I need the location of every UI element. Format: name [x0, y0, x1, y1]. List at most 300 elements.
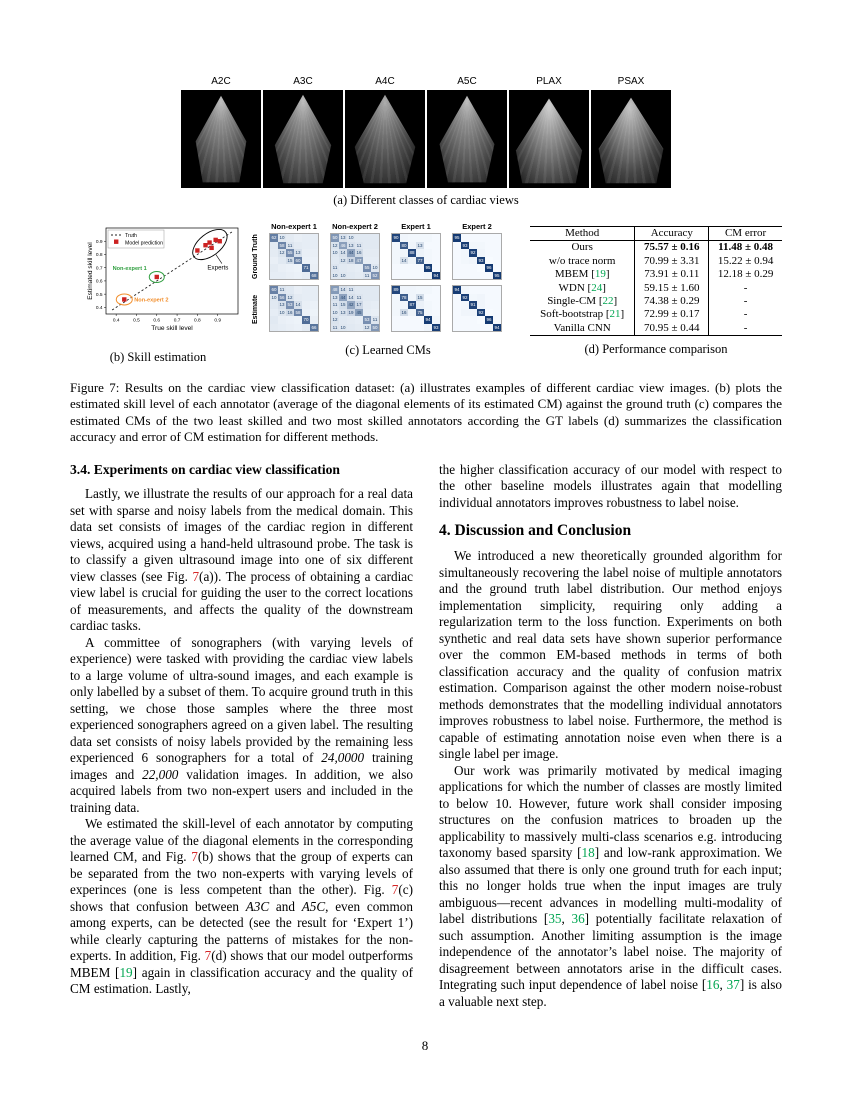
cm-annotator-column: [387, 222, 445, 280]
x-tick-label: 0.8: [194, 318, 201, 324]
confusion-matrix: [391, 285, 441, 332]
cm-cell: [371, 294, 379, 302]
legend-point-swatch: [114, 240, 118, 244]
cm-row-label: Ground Truth: [252, 234, 259, 280]
citation-link[interactable]: 21: [609, 308, 621, 321]
cm-cell: 96: [486, 265, 492, 271]
left-column: [70, 462, 413, 1011]
ultrasound-image: [345, 90, 425, 188]
subfigure-learned-cms: [252, 220, 524, 358]
cm-cell: [493, 264, 501, 272]
cm-cell: [416, 316, 424, 324]
subfigure-skill-estimation: [70, 220, 246, 365]
prediction-point-experts: [207, 240, 211, 244]
cm-cell: [477, 234, 485, 242]
cm-annotator-column: [448, 222, 506, 280]
cm-cell: [270, 324, 278, 332]
cm-cell: 10: [332, 272, 338, 278]
cm-error-cell: -: [709, 308, 782, 321]
subfigure-performance-table: [530, 220, 782, 357]
cm-cell: [477, 301, 485, 309]
cm-cell: 17: [356, 302, 362, 308]
cm-cell: [469, 272, 477, 280]
cm-cell: 75: [417, 309, 423, 315]
cm-cell: [424, 301, 432, 309]
table-row: [530, 295, 782, 308]
cm-cell: [392, 249, 400, 257]
cm-cell: 50: [372, 324, 378, 330]
cm-cell: [416, 234, 424, 242]
cm-cell: 62: [271, 235, 277, 241]
cm-cell: [278, 316, 286, 324]
cm-cell: 48: [332, 287, 338, 293]
cm-cell: [339, 264, 347, 272]
text-run: ] again in classification accuracy and the quality of CM estimation. Lastly,: [70, 964, 413, 997]
citation-link[interactable]: 22: [602, 295, 614, 308]
confusion-matrix: [391, 233, 441, 280]
prediction-point-experts: [203, 243, 207, 247]
cm-cell: 14: [295, 302, 301, 308]
accuracy-cell: 70.99 ± 3.31: [635, 255, 709, 268]
cm-cell: 13: [279, 302, 285, 308]
cm-error-cell: -: [709, 322, 782, 336]
method-cell: [530, 295, 635, 308]
cm-cell: 12: [332, 317, 338, 323]
text-run: Our work was primarily motivated by medical imaging applications for which the number of classes are mostly limited to below 10. However, future work shall consider imposing structures on the confusion matrices to broaden up the applicability to massively multi-class scenarios e.g. introducing taxonomy based sparsity [: [439, 762, 782, 861]
cm-cell: 47: [356, 257, 362, 263]
cm-cell: [286, 264, 294, 272]
cm-cell: [310, 264, 318, 272]
prediction-point-non_expert_1: [155, 275, 159, 279]
cm-title: Non-expert 1: [271, 222, 317, 231]
cm-cell: [408, 309, 416, 317]
cm-annotator-column: [448, 285, 506, 332]
prediction-point-experts: [195, 248, 199, 252]
cm-cell: [392, 309, 400, 317]
text-run: A3C: [245, 898, 270, 914]
cm-cell: [477, 324, 485, 332]
cm-cell: 13: [348, 242, 354, 248]
cm-cell: [453, 316, 461, 324]
accuracy-cell: 59.15 ± 1.60: [635, 282, 709, 295]
cm-cell: [469, 286, 477, 294]
cm-cell: [432, 301, 440, 309]
cm-cell: [371, 234, 379, 242]
cm-cell: 13: [332, 294, 338, 300]
cm-cell: 46: [340, 242, 346, 248]
cm-cell: [477, 272, 485, 280]
cm-cell: [485, 324, 493, 332]
ultrasound-fan: [350, 93, 420, 186]
cm-cell: [477, 242, 485, 250]
cm-cell: 16: [401, 309, 407, 315]
cm-cell: [485, 249, 493, 257]
cm-cell: [485, 257, 493, 265]
cm-cell: [453, 242, 461, 250]
cm-cell: [400, 301, 408, 309]
cm-cell: [302, 249, 310, 257]
figure-ref-link[interactable]: 7: [204, 948, 212, 964]
cm-cell: [424, 242, 432, 250]
table-row: [530, 268, 782, 281]
cm-cell: [310, 316, 318, 324]
cm-cell: [392, 264, 400, 272]
cm-error-cell: 12.18 ± 0.29: [709, 268, 782, 281]
cm-cell: 58: [279, 242, 285, 248]
cm-cell: [371, 249, 379, 257]
method-cell: [530, 268, 635, 281]
cm-error-cell: 11.48 ± 0.48: [709, 241, 782, 255]
figure-ref-link[interactable]: 7: [191, 849, 198, 865]
cm-cell: 11: [332, 265, 338, 271]
cm-cell: 12: [279, 250, 285, 256]
cm-cell: [400, 234, 408, 242]
cm-cell: 10: [340, 272, 346, 278]
ultrasound-image: [591, 90, 671, 188]
cm-cell: 66: [311, 324, 317, 330]
text-run: A5C: [301, 898, 326, 914]
cm-cell: 70: [303, 317, 309, 323]
cm-cell: [400, 316, 408, 324]
x-tick-label: 0.7: [173, 318, 181, 324]
cm-cell: [278, 272, 286, 280]
confusion-matrix: [452, 285, 502, 332]
cm-cell: [363, 286, 371, 294]
cm-cell: 10: [372, 265, 378, 271]
prediction-point-experts: [209, 246, 213, 250]
text-run: (d) shows that our model outperforms MBEM [: [70, 948, 414, 980]
ultrasound-fan: [596, 93, 666, 186]
cm-cell: [469, 264, 477, 272]
cm-cell: [371, 257, 379, 265]
citation-link[interactable]: 36: [571, 911, 585, 927]
cm-cell: [477, 264, 485, 272]
cm-cell: [424, 234, 432, 242]
cm-cell: 44: [340, 294, 346, 300]
paragraph: [70, 635, 413, 817]
cm-cell: [371, 301, 379, 309]
cm-cell: [310, 234, 318, 242]
cm-cell: [424, 294, 432, 302]
text-run: Vanilla CNN: [553, 321, 611, 334]
cm-cell: 44: [348, 250, 354, 256]
ultrasound-image: [181, 90, 261, 188]
cm-cell: 11: [348, 287, 354, 293]
cm-cell: 87: [409, 302, 415, 308]
cm-cell: [453, 272, 461, 280]
cm-cell: [347, 324, 355, 332]
performance-table: [530, 226, 782, 336]
cm-cell: [270, 316, 278, 324]
cm-cell: [424, 286, 432, 294]
cardiac-views-row: [70, 76, 782, 188]
cm-cell: [270, 264, 278, 272]
cm-row: [252, 285, 524, 332]
cm-cell: [286, 234, 294, 242]
method-cell: [530, 308, 635, 321]
text-run: Lastly, we illustrate the results of our approach for a real data set with sparse and noisy labels from the medical domain. This data set consists of images of the cardiac region in different views, acquired using a hand-held ultrasound probe. The task is to classify a given ultrasound image into one of six different view classes (see Fig.: [70, 486, 413, 584]
cm-cell: [363, 242, 371, 250]
cm-cell: [302, 294, 310, 302]
citation-link[interactable]: 37: [726, 977, 740, 993]
cm-cell: 13: [295, 250, 301, 256]
cm-cell: [286, 316, 294, 324]
cm-cell: [461, 309, 469, 317]
text-run: 24,0000: [321, 750, 365, 766]
cm-cell: 89: [393, 287, 399, 293]
cm-cell: [432, 316, 440, 324]
non-expert-1-label: Non-expert 1: [112, 265, 147, 272]
paragraph: [70, 486, 413, 635]
figure-7-caption: Figure 7: Results on the cardiac view classification dataset: (a) illustrates examples of different cardiac view images. (b) plots the estimated skill level of each annotator (average of the diagonal elements of its estimated CM) against the ground truth (c) compares the estimated CMs of the two least skilled and two most skilled annotators according the GT labels (d) summarizes the classification accuracy and error of CM estimation for different methods.: [70, 380, 782, 445]
cm-cell: [400, 272, 408, 280]
cm-cell: 56: [279, 294, 285, 300]
cm-cell: [493, 257, 501, 265]
prediction-point-non_expert_2: [122, 297, 126, 301]
cm-cell: [469, 294, 477, 302]
cm-cell: 88: [409, 250, 415, 256]
cm-cell: 10: [332, 309, 338, 315]
cm-cell: [310, 286, 318, 294]
cm-row-label: Estimate: [252, 294, 259, 324]
accuracy-cell: 72.99 ± 0.17: [635, 308, 709, 321]
view-label: A4C: [375, 76, 395, 87]
cm-cell: 91: [470, 302, 476, 308]
ultrasound-fan: [432, 93, 502, 186]
text-run: 22,000: [142, 766, 179, 782]
experts-label: Experts: [207, 264, 229, 272]
cm-cell: [302, 272, 310, 280]
citation-link[interactable]: 24: [591, 281, 603, 294]
view-label: A5C: [457, 76, 477, 87]
cm-cell: [270, 242, 278, 250]
cm-cell: [424, 309, 432, 317]
cm-annotator-column: [326, 285, 384, 332]
text-run: ] potentially facilitate relaxation of such assumption. Another limiting assumption is the image independence of the annotator’s label noise. The majority of disagreement between annotators arise in the difficult cases. Integrating such input dependence of label noise [: [439, 911, 782, 993]
method-cell: [530, 322, 635, 336]
text-run: Ours: [571, 241, 593, 254]
cm-cell: [400, 264, 408, 272]
cm-cell: [408, 272, 416, 280]
cm-annotator-column: [265, 285, 323, 332]
cardiac-view-psax: [591, 76, 671, 188]
paragraph-continuation: [439, 462, 782, 512]
cm-cell: 15: [287, 257, 293, 263]
cm-cell: [270, 272, 278, 280]
cm-cell: [347, 316, 355, 324]
cm-cell: [485, 234, 493, 242]
cm-cell: [432, 286, 440, 294]
cardiac-view-a3c: [263, 76, 343, 188]
cm-cell: [286, 286, 294, 294]
text-run: (c) shows that confusion between: [70, 882, 413, 914]
cm-cell: [400, 286, 408, 294]
cm-cell: [416, 286, 424, 294]
cm-cell: 15: [340, 302, 346, 308]
cm-cell: 55: [364, 265, 370, 271]
figure-ref-link[interactable]: 7: [391, 882, 399, 898]
cm-cell: [424, 324, 432, 332]
cm-cell: 95: [425, 265, 431, 271]
y-tick-label: 0.8: [95, 253, 103, 259]
text-run: A committee of sonographers (with varying levels of experience) were tasked with providing the cardiac view labels to a large volume of ultra-sound images, and each example is only labelled by a subset of them. To acquire ground truth in this setting, we chose those samples where the three most experienced sonographers agreed on a given label. The resulting data set consists of noisy labels provided by the remaining less experienced 6 sonographers for a total of: [70, 634, 413, 766]
cm-cell: 60: [271, 287, 277, 293]
cm-cell: [432, 264, 440, 272]
caption-d: (d) Performance comparison: [584, 342, 728, 357]
cm-cell: [408, 234, 416, 242]
method-cell: [530, 241, 635, 255]
cm-cell: [371, 242, 379, 250]
paragraph: [70, 816, 413, 998]
cm-cell: [477, 316, 485, 324]
cm-cell: 50: [332, 235, 338, 241]
paragraph: [439, 548, 782, 763]
caption-b: (b) Skill estimation: [109, 350, 207, 364]
y-tick-label: 0.7: [95, 266, 103, 272]
cm-cell: [392, 316, 400, 324]
x-tick-label: 0.5: [133, 318, 140, 324]
cm-cell: [270, 301, 278, 309]
cm-cell: [432, 242, 440, 250]
x-axis-label: True skill level: [151, 325, 193, 332]
cm-cell: [493, 286, 501, 294]
cm-cell: 71: [303, 265, 309, 271]
cm-cell: [493, 294, 501, 302]
cm-cell: [302, 234, 310, 242]
text-run: We estimated the skill-level of each annotator by computing the average value of the diagonal elements in the corresponding learned CM, and Fig.: [70, 816, 413, 865]
confusion-matrix: [330, 233, 380, 280]
skill-plot-svg: [70, 220, 246, 344]
accuracy-cell: 74.38 ± 0.29: [635, 295, 709, 308]
cm-cell: [392, 242, 400, 250]
paragraph: [439, 763, 782, 1011]
text-run: w/o trace norm: [548, 254, 616, 267]
y-tick-label: 0.6: [95, 279, 103, 285]
cm-cell: 53: [364, 317, 370, 323]
cardiac-view-a5c: [427, 76, 507, 188]
cm-cell: [493, 301, 501, 309]
text-run: and: [269, 898, 302, 914]
cm-cell: [424, 257, 432, 265]
cm-cell: [310, 242, 318, 250]
cm-cell: [310, 257, 318, 265]
cm-cell: 16: [287, 309, 293, 315]
cm-cell: [424, 249, 432, 257]
cm-cell: [294, 286, 302, 294]
cm-cell: 93: [462, 242, 468, 248]
cm-cell: 11: [356, 242, 362, 248]
cm-cell: 13: [340, 309, 346, 315]
cm-title: Non-expert 2: [332, 222, 378, 231]
cm-cell: [355, 324, 363, 332]
text-run: Soft-bootstrap [: [540, 308, 610, 321]
cm-cell: [363, 249, 371, 257]
cm-cell: [461, 257, 469, 265]
table-row: [530, 322, 782, 336]
cm-cell: [408, 257, 416, 265]
cm-cell: [453, 301, 461, 309]
figure-ref-link[interactable]: 7: [192, 568, 200, 584]
performance-table-body: [530, 241, 782, 336]
cm-cell: [461, 324, 469, 332]
cm-cell: [432, 309, 440, 317]
text-run: (b) shows that the group of experts can be separated from the two non-experts with varying levels of experinces (one is less competent than the other). Fig.: [70, 849, 413, 898]
cm-cell: [477, 249, 485, 257]
right-column: [439, 462, 782, 1011]
body-columns: [70, 462, 782, 1011]
cm-cell: [294, 324, 302, 332]
cm-row: [252, 222, 524, 280]
table-row: [530, 255, 782, 268]
cm-cell: [469, 324, 477, 332]
text-run: ,: [719, 977, 727, 993]
table-row: [530, 308, 782, 321]
cm-cell: 11: [372, 317, 378, 323]
text-run: ]: [605, 268, 610, 281]
cm-cell: [270, 257, 278, 265]
citation-link[interactable]: 18: [581, 845, 595, 861]
cm-cell: [477, 286, 485, 294]
text-run: validation images. In addition, we also acquired labels from two non-expert users and included in the training data.: [70, 766, 413, 815]
cm-cell: 58: [295, 309, 301, 315]
cm-cell: [416, 324, 424, 332]
text-run: ]: [602, 281, 606, 294]
cm-cell: [310, 301, 318, 309]
cm-figure: [252, 220, 524, 337]
cm-error-cell: -: [709, 282, 782, 295]
cm-cell: 10: [279, 309, 285, 315]
cm-cell: [363, 309, 371, 317]
cm-cell: 94: [425, 317, 431, 323]
cm-cell: 11: [356, 294, 362, 300]
cm-cell: [392, 272, 400, 280]
header-accuracy: Accuracy: [635, 227, 709, 241]
prediction-point-experts: [218, 239, 222, 243]
confusion-matrix: [330, 285, 380, 332]
cm-cell: 11: [287, 242, 293, 248]
x-tick-label: 0.6: [153, 318, 161, 324]
cm-cell: [493, 249, 501, 257]
cm-cell: [392, 294, 400, 302]
table-header-row: [530, 227, 782, 241]
accuracy-cell: 75.57 ± 0.16: [635, 241, 709, 255]
cm-cell: 96: [486, 317, 492, 323]
citation-link[interactable]: 16: [706, 977, 720, 993]
cm-cell: [461, 249, 469, 257]
y-axis-label: Estimated skill level: [87, 242, 94, 300]
cm-cell: [355, 272, 363, 280]
cm-cell: [278, 264, 286, 272]
citation-link[interactable]: 19: [119, 964, 133, 980]
text-run: WDN [: [558, 281, 592, 294]
cm-cell: [485, 294, 493, 302]
cm-cell: [310, 294, 318, 302]
cm-cell: [416, 301, 424, 309]
cm-cell: [485, 286, 493, 294]
cm-cell: 94: [433, 272, 439, 278]
citation-link[interactable]: 19: [594, 268, 606, 281]
text-run: We introduced a new theoretically grounded algorithm for simultaneously recovering the label noise of multiple annotators and the ground truth label distribution. Our method enjoys implementation simplicity, requiring only adding a regularization term to the loss function. Experiments on both synthetic and real data sets have shown superior performance over the common EM-based methods in terms of both classification accuracy and the quality of confusion matrix estimation. Comparison against the other modern noise-robust methods demonstrates that the modelling individual annotators improves robustness to label noise. Furthermore, the method is capable of estimating annotation noise even when there is a single label per image.: [439, 548, 782, 762]
cm-cell: 45: [356, 309, 362, 315]
confusion-matrix: [269, 285, 319, 332]
cm-cell: 92: [478, 309, 484, 315]
ultrasound-fan: [514, 93, 584, 186]
cm-cell: [371, 286, 379, 294]
citation-link[interactable]: 35: [548, 911, 562, 927]
text-run: ] is also a valuable next step.: [439, 977, 783, 1009]
cardiac-view-plax: [509, 76, 589, 188]
ultrasound-image: [509, 90, 589, 188]
